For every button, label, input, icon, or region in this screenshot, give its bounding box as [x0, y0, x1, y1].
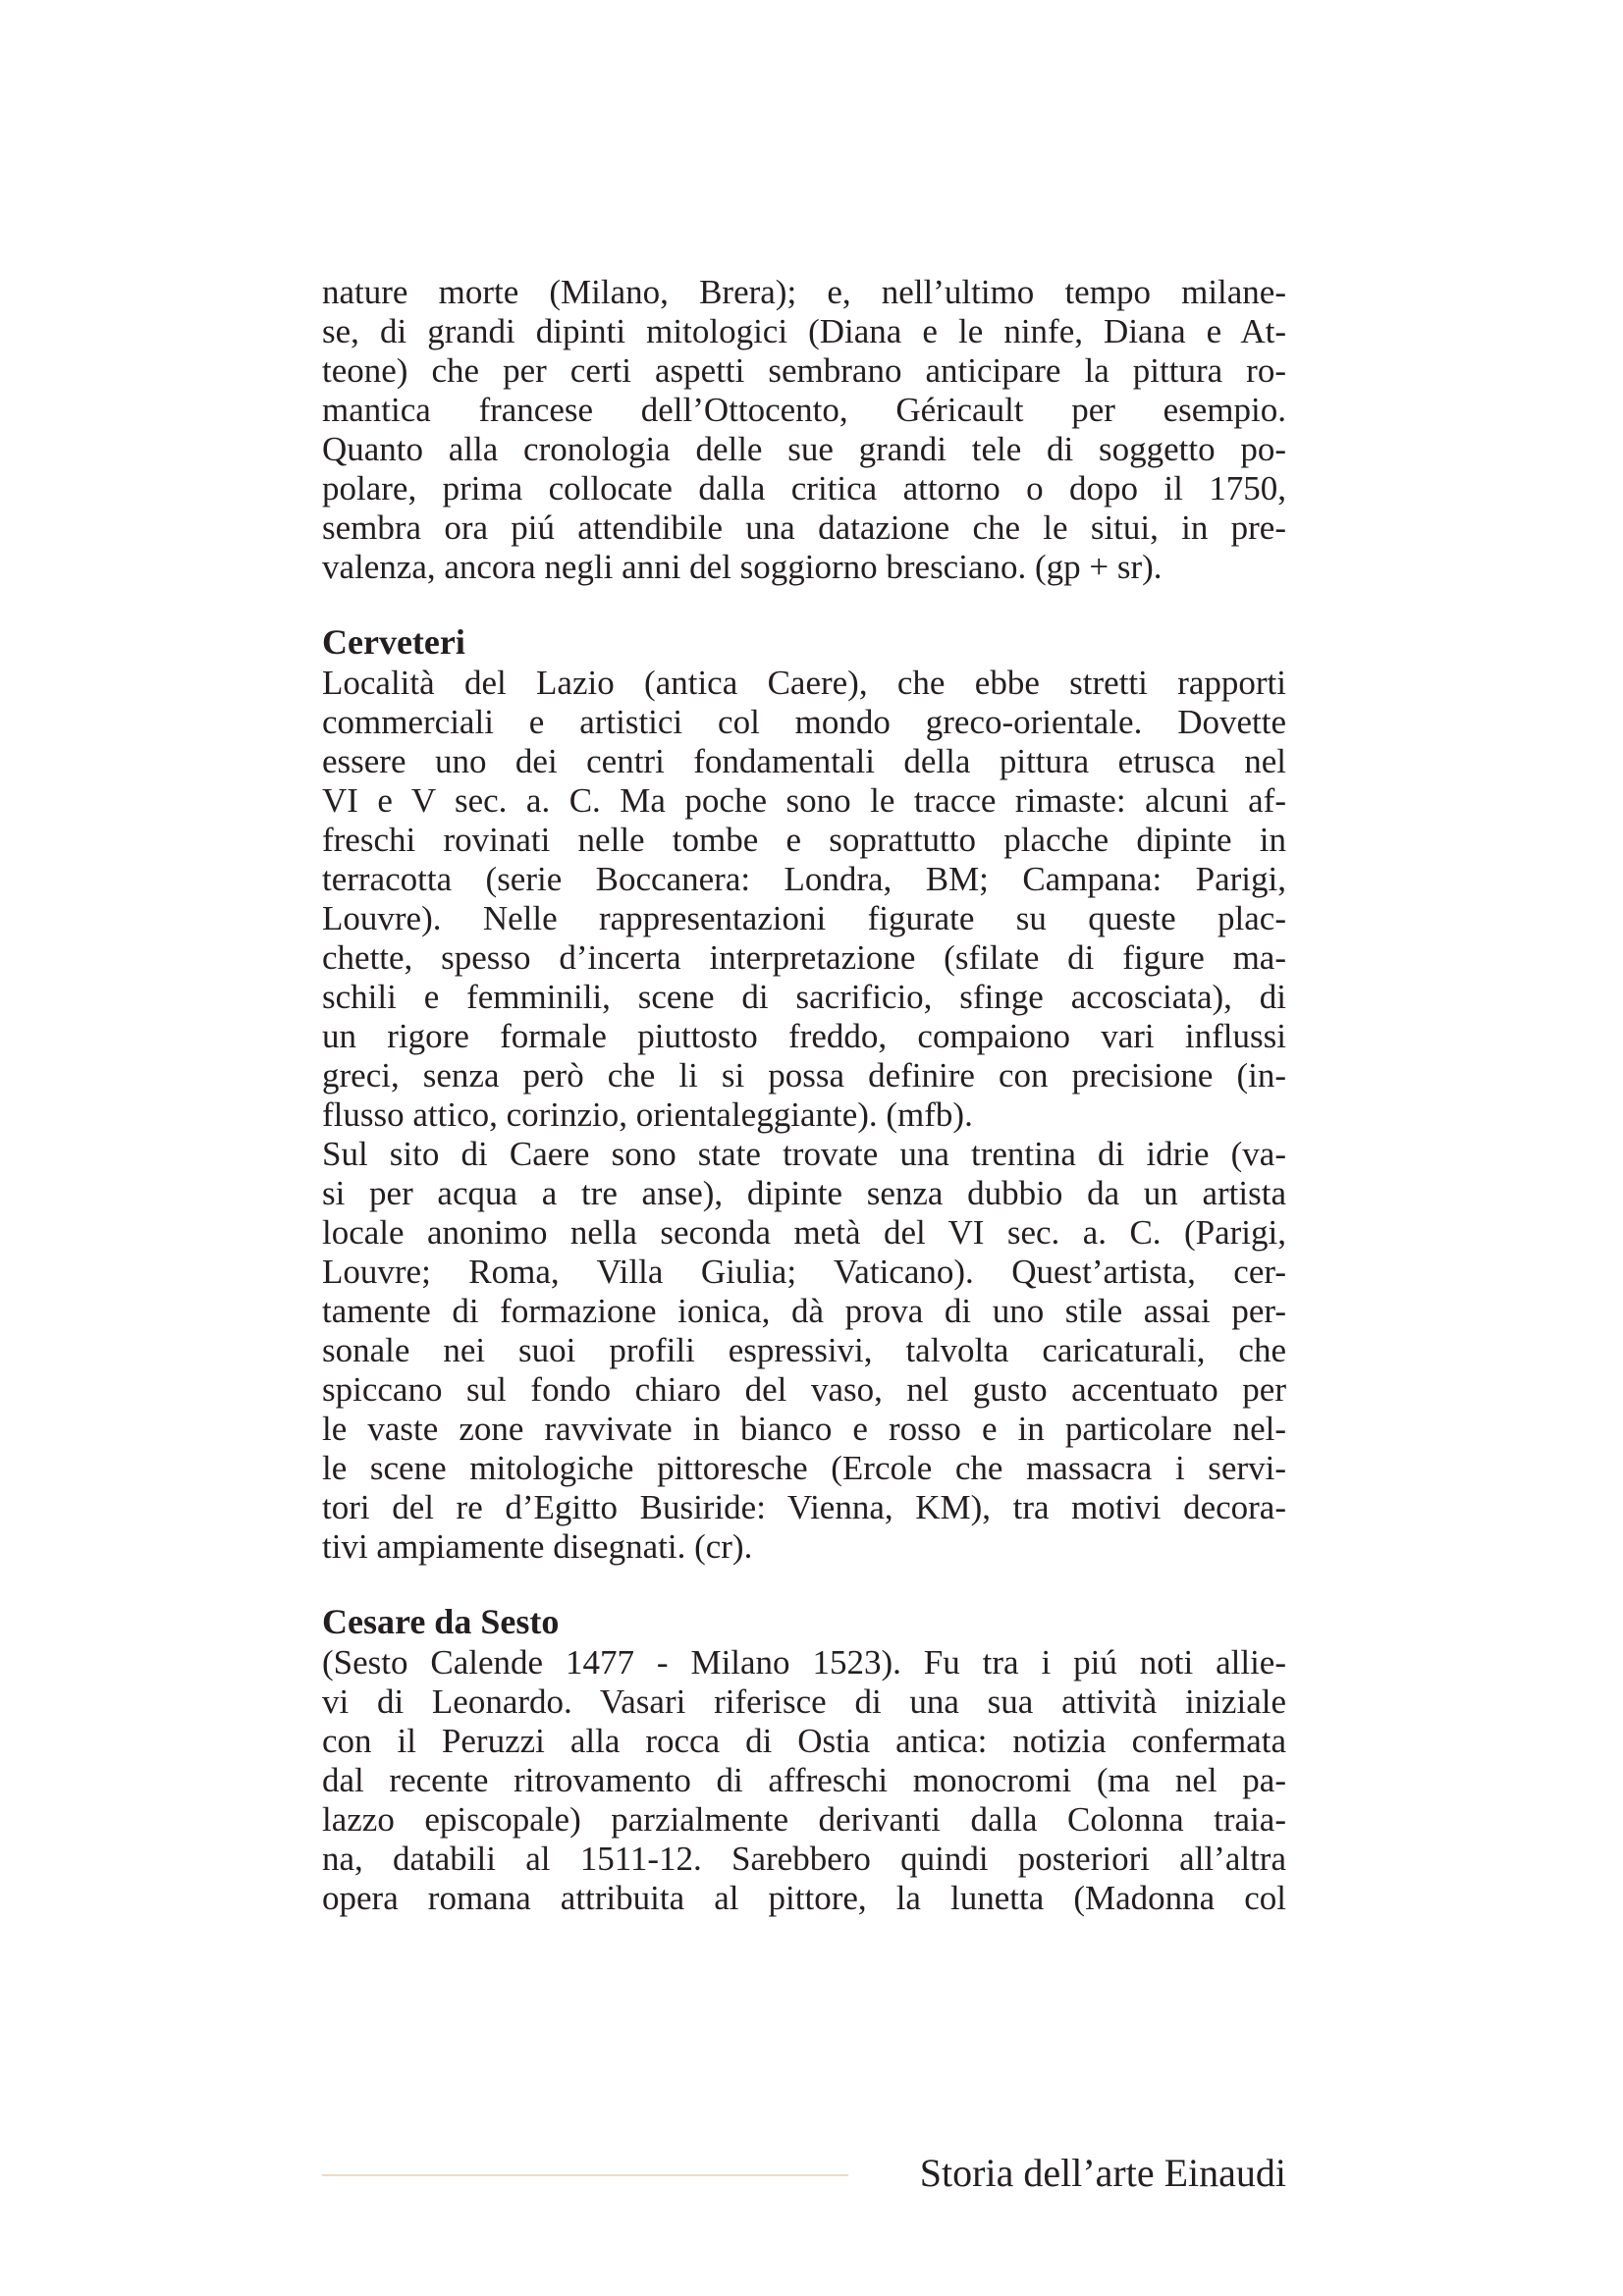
text-line: sembra ora piú attendibile una datazione che le situi, in pre- — [322, 508, 1286, 547]
entry-heading-cesare-da-sesto: Cesare da Sesto — [322, 1602, 560, 1641]
text-line: flusso attico, corinzio, orientaleggiante). (mfb). — [322, 1095, 973, 1134]
text-line: tori del re d’Egitto Busiride: Vienna, KM), tra motivi decora- — [322, 1488, 1286, 1526]
text-line: dal recente ritrovamento di affreschi monocromi (ma nel pa- — [322, 1761, 1286, 1799]
text-line: commerciali e artistici col mondo greco-orientale. Dovette — [322, 703, 1286, 741]
text-line: vi di Leonardo. Vasari riferisce di una sua attività iniziale — [322, 1682, 1286, 1721]
text-line: polare, prima collocate dalla critica attorno o dopo il 1750, — [322, 469, 1286, 507]
text-line: Quanto alla cronologia delle sue grandi tele di soggetto po- — [322, 430, 1286, 468]
text-line: teone) che per certi aspetti sembrano anticipare la pittura ro- — [322, 351, 1286, 390]
text-line: locale anonimo nella seconda metà del VI sec. a. C. (Parigi, — [322, 1213, 1286, 1252]
text-line: valenza, ancora negli anni del soggiorno bresciano. (gp + sr). — [322, 548, 1163, 586]
text-line: schili e femminili, scene di sacrificio, sfinge accosciata), di — [322, 978, 1286, 1016]
text-line: Louvre; Roma, Villa Giulia; Vaticano). Quest’artista, cer- — [322, 1253, 1286, 1291]
text-line: un rigore formale piuttosto freddo, compaiono vari influssi — [322, 1017, 1286, 1055]
footer-title: Storia dell’arte Einaudi — [919, 2151, 1286, 2195]
text-line: se, di grandi dipinti mitologici (Diana e le ninfe, Diana e At- — [322, 312, 1286, 350]
text-line: greci, senza però che li si possa definire con precisione (in- — [322, 1056, 1286, 1095]
text-line: tamente di formazione ionica, dà prova di uno stile assai per- — [322, 1292, 1286, 1330]
text-line: nature morte (Milano, Brera); e, nell’ultimo tempo milane- — [322, 273, 1286, 311]
entry-body-cesare-da-sesto — [322, 1643, 1286, 1918]
text-line: chette, spesso d’incerta interpretazione (sfilate di figure ma- — [322, 938, 1286, 977]
text-line: Località del Lazio (antica Caere), che ebbe stretti rapporti — [322, 664, 1286, 702]
text-line: essere uno dei centri fondamentali della pittura etrusca nel — [322, 742, 1286, 780]
text-line: le vaste zone ravvivate in bianco e rosso e in particolare nel- — [322, 1410, 1286, 1448]
text-line: sonale nei suoi profili espressivi, talvolta caricaturali, che — [322, 1331, 1286, 1369]
continuation-paragraph — [322, 273, 1286, 587]
text-column — [322, 273, 1286, 1918]
text-line: mantica francese dell’Ottocento, Géricault per esempio. — [322, 391, 1286, 429]
entry-heading-cerveteri: Cerveteri — [322, 622, 465, 662]
text-line: opera romana attribuita al pittore, la lunetta (Madonna col — [322, 1879, 1286, 1917]
text-line: con il Peruzzi alla rocca di Ostia antica: notizia confermata — [322, 1722, 1286, 1760]
entry-body-cerveteri — [322, 664, 1286, 1567]
text-line: (Sesto Calende 1477 - Milano 1523). Fu tra i piú noti allie- — [322, 1643, 1286, 1682]
text-line: si per acqua a tre anse), dipinte senza dubbio da un artista — [322, 1174, 1286, 1212]
text-line: le scene mitologiche pittoresche (Ercole che massacra i servi- — [322, 1449, 1286, 1487]
text-line: Louvre). Nelle rappresentazioni figurate su queste plac- — [322, 899, 1286, 937]
text-line: lazzo episcopale) parzialmente derivanti dalla Colonna traia- — [322, 1800, 1286, 1839]
text-line: Sul sito di Caere sono state trovate una trentina di idrie (va- — [322, 1135, 1286, 1173]
text-line: spiccano sul fondo chiaro del vaso, nel gusto accentuato per — [322, 1370, 1286, 1409]
text-line: freschi rovinati nelle tombe e soprattutto placche dipinte in — [322, 821, 1286, 859]
text-line: VI e V sec. a. C. Ma poche sono le tracce rimaste: alcuni af- — [322, 781, 1286, 820]
footer-rule — [322, 2174, 848, 2176]
text-line: terracotta (serie Boccanera: Londra, BM; Campana: Parigi, — [322, 860, 1286, 898]
text-line: na, databili al 1511-12. Sarebbero quindi posteriori all’altra — [322, 1840, 1286, 1878]
text-line: tivi ampiamente disegnati. (cr). — [322, 1527, 753, 1566]
